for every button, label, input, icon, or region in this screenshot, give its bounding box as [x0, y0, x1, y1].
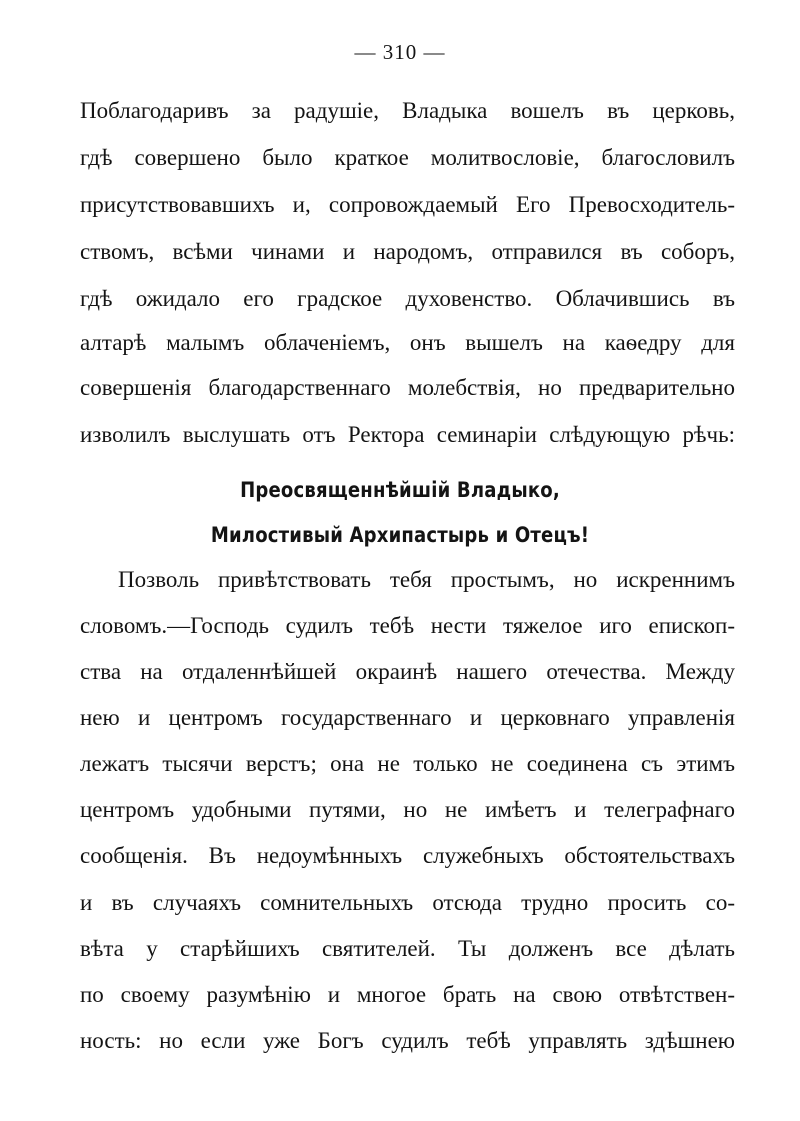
text-line: вѣта у старѣйшихъ святителей. Ты долженъ все дѣлать	[80, 936, 735, 961]
text-line: совершенія благодарственнаго молебствія, но предварительно	[80, 375, 735, 400]
text-line: ства на отдаленнѣйшей окраинѣ нашего отечества. Между	[80, 659, 735, 684]
address-line-2: Милостивый Архипастырь и Отецъ!	[210, 523, 590, 547]
text-line: изволилъ выслушать отъ Ректора семинаріи слѣдующую рѣчь:	[80, 422, 735, 447]
text-line: Поблагодаривъ за радушіе, Владыка вошелъ въ церковь,	[80, 98, 735, 123]
text-line: присутствовавшихъ и, сопровождаемый Его Превосходитель-	[80, 192, 735, 217]
text-line: алтарѣ малымъ облаченіемъ, онъ вышелъ на каѳедру для	[80, 330, 735, 355]
text-line: центромъ удобными путями, но не имѣетъ и телеграфнаго	[80, 797, 735, 822]
text-line: гдѣ ожидало его градское духовенство. Облачившись въ	[80, 286, 735, 311]
text-line: и въ случаяхъ сомнительныхъ отсюда трудно просить со-	[80, 890, 735, 915]
text-line: по своему разумѣнію и многое брать на свою отвѣтствен-	[80, 982, 735, 1007]
address-line-1: Преосвященнѣйшій Владыко,	[240, 478, 560, 502]
text-line: сообщенія. Въ недоумѣнныхъ служебныхъ обстоятельствахъ	[80, 843, 735, 868]
text-line: нею и центромъ государственнаго и церковнаго управленія	[80, 705, 735, 730]
page-number: — 310 —	[354, 40, 446, 64]
text-line: гдѣ совершено было краткое молитвословіе, благословилъ	[80, 145, 735, 170]
text-line: ствомъ, всѣми чинами и народомъ, отправился въ соборъ,	[80, 239, 735, 264]
text-line: ность: но если уже Богъ судилъ тебѣ управлять здѣшнею	[80, 1028, 735, 1053]
text-line: словомъ.—Господь судилъ тебѣ нести тяжелое иго епископ-	[80, 613, 735, 638]
text-line: лежатъ тысячи верстъ; она не только не соединена съ этимъ	[80, 751, 735, 776]
text-line: Позволь привѣтствовать тебя простымъ, но искреннимъ	[118, 567, 735, 592]
